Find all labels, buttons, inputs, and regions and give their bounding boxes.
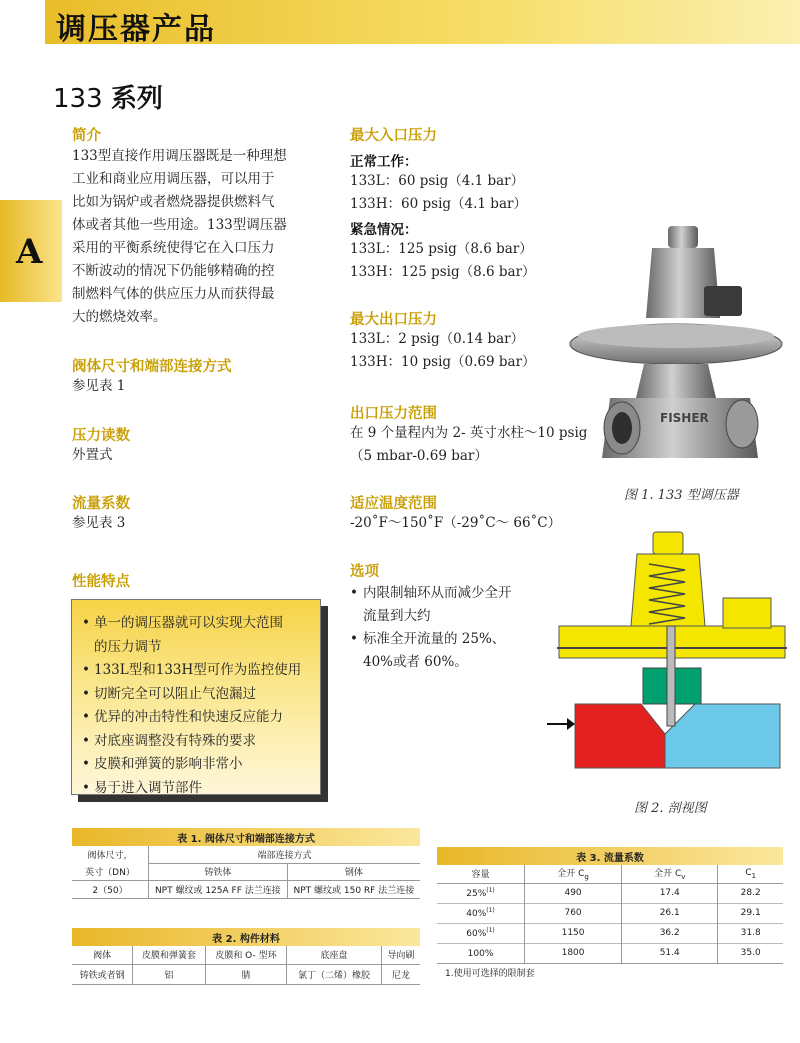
option-line: • 内限制轴环从而减少全开	[363, 585, 512, 601]
table3-footnote: 1.使用可选择的限制套	[445, 968, 535, 979]
table1-col0-head-line2: 英寸（DN）	[72, 863, 149, 880]
table2-head: 皮膜和 O- 型环	[205, 946, 286, 964]
capacity: 25%	[466, 889, 487, 899]
intro-text	[72, 145, 332, 329]
temp-range-heading: 适应温度范围	[350, 496, 437, 512]
table2-cell: 腈	[205, 964, 286, 984]
table2-cell: 铝	[133, 964, 205, 984]
feature-item: • 皮膜和弹簧的影响非常小	[82, 753, 320, 777]
intro-line: 比如为锅炉或者燃烧器提供燃料气	[72, 194, 275, 210]
outlet-line: 133H：10 psig（0.69 bar）	[350, 354, 536, 370]
table3-head-sub: g	[584, 873, 589, 882]
normal-values	[350, 170, 527, 216]
max-outlet-values	[350, 328, 536, 374]
capacity: 60%	[466, 929, 487, 939]
table3-cell: 490	[525, 883, 622, 903]
figure1-caption: 图 1. 133 型调压器	[624, 488, 739, 503]
table1	[72, 828, 420, 899]
intro-line: 采用的平衡系统使得它在入口压力	[72, 240, 275, 256]
series-suffix: 系列	[110, 84, 163, 114]
feature-item-cont: 的压力调节	[94, 638, 162, 655]
pressure-reading-heading: 压力读数	[72, 428, 130, 444]
figure2-caption: 图 2. 剖视图	[634, 801, 707, 816]
table-row	[437, 943, 783, 963]
option-item	[350, 628, 550, 674]
option-item	[350, 582, 550, 628]
normal-label: 正常工作：	[350, 154, 418, 170]
features-box	[71, 599, 321, 795]
flow-coef-text: 参见表 3	[72, 515, 126, 531]
footnote-ref: (1)	[486, 907, 495, 914]
table3-head-sub: 1	[751, 871, 757, 880]
feature-item: • 单一的调压器就可以实现大范围	[82, 612, 320, 636]
temp-range-text: -20˚F～150˚F（-29˚C～ 66˚C）	[350, 515, 562, 531]
features-list	[72, 600, 320, 800]
capacity: 100%	[467, 949, 494, 959]
table3-head	[718, 865, 783, 883]
table3-head: 容量	[437, 865, 525, 883]
side-tab-letter: A	[16, 232, 43, 272]
table3-head	[622, 865, 718, 883]
table2-head: 阀体	[72, 946, 133, 964]
intro-line: 工业和商业应用调压器，可以用于	[72, 171, 275, 187]
flow-arrow-icon	[567, 718, 575, 730]
table3-cell: 51.4	[622, 943, 718, 963]
casing-top	[578, 324, 774, 348]
table1-subhead-steel: 钢体	[287, 863, 420, 880]
inlet-line: 133L：125 psig（8.6 bar）	[350, 241, 533, 257]
range-line: 在 9 个量程内为 2- 英寸水柱～10 psig	[350, 425, 588, 441]
cutaway-figure	[545, 528, 800, 790]
capacity: 40%	[466, 909, 487, 919]
options-heading: 选项	[350, 564, 379, 580]
feature-item: • 对底座调整没有特殊的要求	[82, 730, 320, 754]
options-list	[350, 582, 550, 674]
table-row	[437, 883, 783, 903]
inlet-chamber	[575, 704, 665, 768]
table3-head-text: C	[745, 867, 752, 878]
outlet-port	[726, 400, 758, 448]
table1-cell: 2（50）	[72, 880, 149, 898]
valve-neck	[636, 364, 716, 398]
table3-head-text: 全开 C	[557, 869, 585, 880]
feature-item: • 切断完全可以阻止气泡漏过	[82, 683, 320, 707]
table-row	[437, 923, 783, 943]
table3-head-sub: v	[681, 873, 686, 882]
table3-cell	[437, 903, 525, 923]
table3-head-text: 全开 C	[654, 869, 682, 880]
vent-port	[704, 286, 742, 316]
body-size-text: 参见表 1	[72, 378, 126, 394]
intro-line: 制燃料气体的供应压力从而获得最	[72, 286, 275, 302]
feature-item: • 易于进入调节部件	[82, 777, 320, 801]
table2-head: 导向刷	[387, 951, 415, 962]
series-title	[53, 78, 163, 115]
option-line: 40%或者 60%。	[363, 654, 468, 670]
table3-cell: 31.8	[740, 928, 761, 938]
outlet-line: 133L：2 psig（0.14 bar）	[350, 331, 525, 347]
cutaway-cap	[653, 532, 683, 554]
valve-stem	[667, 626, 675, 726]
table3-head	[525, 865, 622, 883]
table2	[72, 928, 420, 985]
table3-cell: 36.2	[622, 923, 718, 943]
table-row	[437, 903, 783, 923]
emergency-label: 紧急情况：	[350, 222, 418, 238]
table2-cell: 氯丁（二烯）橡胶	[287, 964, 382, 984]
table3-cell: 1150	[525, 923, 622, 943]
max-outlet-heading: 最大出口压力	[350, 312, 437, 328]
series-number: 133	[53, 84, 103, 114]
cutaway-vent	[723, 598, 771, 628]
intro-line: 不断波动的情况下仍能够精确的控	[72, 263, 275, 279]
table1-cell: NPT 螺纹或 150 RF 法兰连接	[293, 885, 415, 896]
table3-cell	[437, 943, 525, 963]
intro-line: 133型直接作用调压器既是一种理想	[72, 148, 287, 164]
table1-col0-head-line1: 阀体尺寸，	[72, 846, 149, 863]
table3-cell	[437, 923, 525, 943]
table3-cell	[437, 883, 525, 903]
table1-subhead-castiron: 铸铁体	[149, 863, 288, 880]
body-size-heading: 阀体尺寸和端部连接方式	[72, 359, 232, 375]
table3-cell: 35.0	[740, 948, 761, 958]
table3-cell: 760	[525, 903, 622, 923]
max-inlet-heading: 最大入口压力	[350, 128, 437, 144]
table3-cell: 29.1	[740, 908, 761, 918]
option-line: • 标准全开流量的 25%、	[363, 631, 506, 647]
inlet-opening	[612, 412, 632, 444]
fisher-cast-text: FISHER	[660, 411, 709, 425]
outlet-range-heading: 出口压力范围	[350, 406, 437, 422]
table1-title: 表 1. 阀体尺寸和端部连接方式	[72, 828, 420, 846]
intro-line: 大的燃烧效率。	[72, 309, 167, 325]
table3-cell: 17.4	[622, 883, 718, 903]
range-line: （5 mbar-0.69 bar）	[350, 448, 488, 464]
option-line: 流量到大约	[363, 608, 431, 624]
inlet-line: 133H：60 psig（4.1 bar）	[350, 196, 527, 212]
table2-cell: 尼龙	[391, 970, 410, 981]
feature-item: • 133L型和133H型可作为监控使用	[82, 659, 320, 683]
footnote-ref: (1)	[486, 927, 495, 934]
emergency-values	[350, 238, 536, 284]
inlet-line: 133H：125 psig（8.6 bar）	[350, 264, 536, 280]
table3-cell: 26.1	[622, 903, 718, 923]
feature-item: • 优异的冲击特性和快速反应能力	[82, 706, 320, 730]
table2-head: 皮膜和弹簧套	[133, 946, 205, 964]
outlet-range-values	[350, 422, 587, 468]
inlet-line: 133L：60 psig（4.1 bar）	[350, 173, 525, 189]
table1-cell: NPT 螺纹或 125A FF 法兰连接	[149, 880, 288, 898]
table2-title: 表 2. 构件材料	[72, 928, 420, 946]
footnote-ref: (1)	[486, 887, 495, 894]
flow-coef-heading: 流量系数	[72, 496, 130, 512]
table3-cell: 1800	[525, 943, 622, 963]
table3-cell: 28.2	[740, 888, 761, 898]
table3	[437, 847, 783, 981]
regulator-cap	[668, 226, 698, 248]
pressure-reading-text: 外置式	[72, 447, 113, 463]
page-title: 调压器产品	[56, 12, 216, 47]
features-heading: 性能特点	[72, 574, 130, 590]
table3-title: 表 3. 流量系数	[437, 847, 783, 865]
regulator-photo-figure	[560, 222, 790, 472]
table2-head: 底座盘	[287, 946, 382, 964]
table2-cell: 铸铁或者钢	[72, 964, 133, 984]
table1-group-head: 端部连接方式	[149, 846, 421, 863]
intro-line: 体或者其他一些用途。133型调压器	[72, 217, 287, 233]
intro-heading: 简介	[72, 128, 101, 144]
outlet-chamber	[665, 704, 780, 768]
